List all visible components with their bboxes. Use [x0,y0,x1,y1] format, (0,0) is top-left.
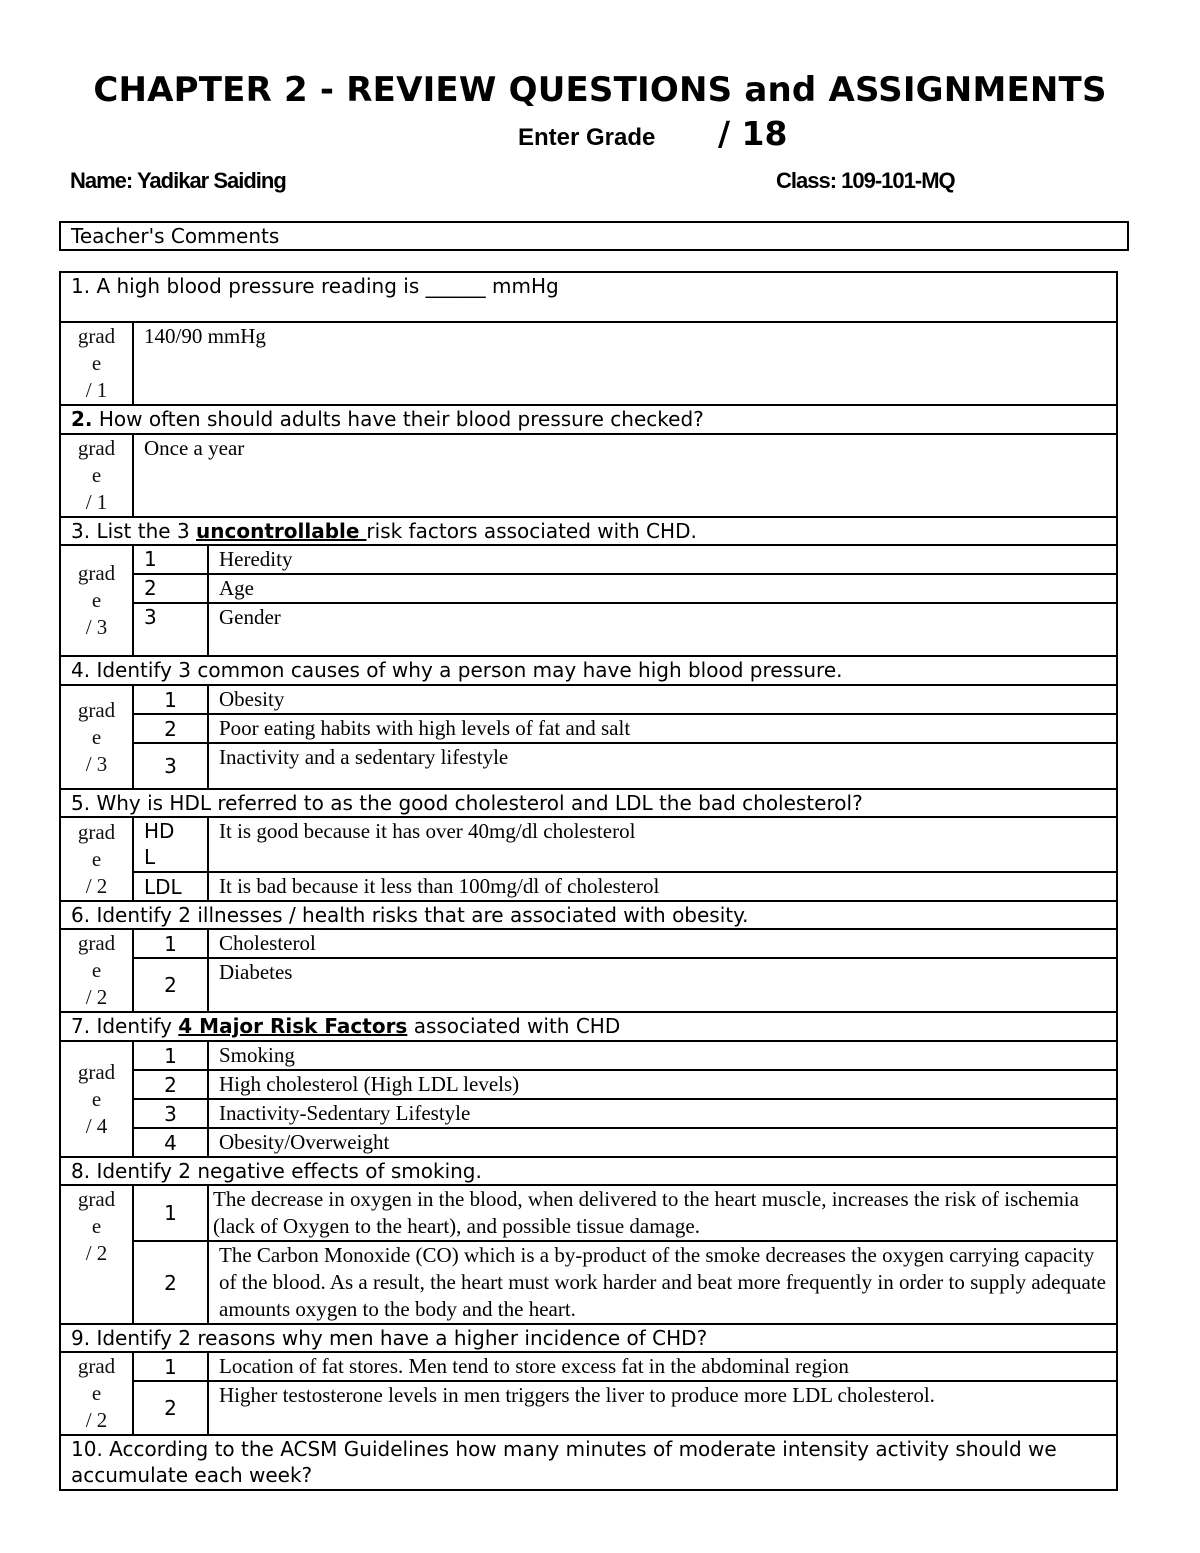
teacher-comments-box[interactable]: Teacher's Comments [59,221,1129,251]
question-9: 9. Identify 2 reasons why men have a higher incidence of CHD? [60,1324,1117,1352]
grade-points: / 2 [85,985,108,1009]
question-3 [60,517,1117,545]
answer-8-2[interactable]: The Carbon Monoxide (CO) which is a by-product of the smoke decreases the oxygen carrying capacity of the blood. As a result, the heart must work harder and beat more frequently in order to supply adequate amounts oxygen to the body and the heart. [208,1241,1117,1324]
question-2 [60,405,1117,434]
total-points: / 18 [718,114,788,153]
answer-row [60,434,1117,517]
answer-9-2[interactable]: Higher testosterone levels in men triggers the liver to produce more LDL cholesterol. [208,1381,1117,1435]
grade-points: / 1 [85,378,108,402]
answer-row [60,574,1117,603]
answer-6-2[interactable]: Diabetes [208,958,1117,1012]
grade-points: / 3 [85,615,108,639]
answer-3-1[interactable]: Heredity [208,545,1117,574]
answer-4-2[interactable]: Poor eating habits with high levels of fat and salt [208,714,1117,743]
answer-row [60,1128,1117,1157]
question-row [60,656,1117,685]
answer-row [60,545,1117,574]
answer-1[interactable]: 140/90 mmHg [133,322,1117,405]
grade-points: / 3 [85,751,108,776]
questions-table [59,271,1118,1491]
item-number: 1 [133,1041,208,1070]
grade-cell[interactable] [60,322,133,405]
grade-word: e [91,463,102,487]
item-number: 2 [133,574,208,603]
item-label-text: HD L [144,819,175,869]
item-label: LDL [133,872,208,901]
grade-cell[interactable] [60,929,133,1012]
question-text: 7. Identify [71,1014,179,1038]
answer-5-hdl[interactable]: It is good because it has over 40mg/dl cholesterol [208,817,1117,872]
grade-word: e [91,958,102,982]
grade-word: e [91,1381,102,1405]
question-row [60,272,1117,322]
question-6: 6. Identify 2 illnesses / health risks that are associated with obesity. [60,901,1117,929]
question-4: 4. Identify 3 common causes of why a person may have high blood pressure. [60,656,1117,685]
answer-3-3[interactable]: Gender [208,603,1117,656]
answer-7-2[interactable]: High cholesterol (High LDL levels) [208,1070,1117,1099]
question-text: 3. List the 3 [71,519,197,543]
question-row [60,1435,1117,1490]
answer-4-1[interactable]: Obesity [208,685,1117,714]
question-1: 1. A high blood pressure reading is ______ mmHg [60,272,1117,322]
grade-word: e [91,351,102,375]
answer-row [60,958,1117,1012]
grade-word: grad [77,931,116,955]
grade-word: grad [77,1059,116,1084]
item-number: 2 [133,1381,208,1435]
grade-word: e [91,588,102,612]
answer-3-2[interactable]: Age [208,574,1117,603]
answer-7-1[interactable]: Smoking [208,1041,1117,1070]
page-title: CHAPTER 2 - REVIEW QUESTIONS and ASSIGNMENTS [93,70,1107,110]
grade-word: e [91,724,102,749]
answer-row [60,685,1117,714]
answer-row [60,1070,1117,1099]
grade-word: grad [77,819,116,844]
question-emphasis: 4 Major Risk Factors [178,1014,408,1038]
question-row [60,405,1117,434]
grade-points: / 2 [85,1408,108,1432]
grade-word: grad [77,436,116,460]
class-code: Class: 109-101-MQ [776,168,955,193]
grade-points: / 4 [85,1113,108,1138]
answer-row [60,1352,1117,1381]
grade-points: / 1 [85,490,108,514]
grade-word: grad [77,1187,116,1211]
answer-row [60,1041,1117,1070]
item-number: 4 [133,1128,208,1157]
item-number: 2 [133,1241,208,1324]
item-number: 2 [133,958,208,1012]
item-number: 1 [133,1185,208,1241]
answer-row [60,322,1117,405]
answer-row [60,817,1117,872]
question-text: How often should adults have their blood pressure checked? [92,407,704,431]
answer-row [60,929,1117,958]
item-number: 3 [133,603,208,656]
question-text: associated with CHD [407,1014,621,1038]
grade-cell[interactable] [60,1352,133,1435]
enter-grade [518,114,787,153]
answer-9-1[interactable]: Location of fat stores. Men tend to store excess fat in the abdominal region [208,1352,1117,1381]
grade-cell[interactable] [60,817,133,901]
item-number: 1 [133,545,208,574]
answer-row [60,872,1117,901]
answer-5-ldl[interactable]: It is bad because it less than 100mg/dl of cholesterol [208,872,1117,901]
question-7 [60,1012,1117,1041]
grade-cell[interactable] [60,545,133,656]
answer-4-3[interactable]: Inactivity and a sedentary lifestyle [208,743,1117,789]
question-row [60,1324,1117,1352]
grade-word: grad [77,561,116,585]
enter-grade-label: Enter Grade [518,124,656,151]
grade-cell[interactable] [60,1041,133,1157]
question-8: 8. Identify 2 negative effects of smoking. [60,1157,1117,1185]
grade-word: grad [77,324,116,348]
item-label [133,817,208,872]
question-row [60,901,1117,929]
answer-row [60,603,1117,656]
item-number: 1 [133,929,208,958]
question-number: 2. [71,407,93,431]
grade-word: e [91,1086,102,1111]
grade-word: grad [77,1354,116,1378]
grade-points: / 2 [85,1241,108,1265]
answer-row [60,714,1117,743]
answer-7-4[interactable]: Obesity/Overweight [208,1128,1117,1157]
answer-row [60,1381,1117,1435]
question-10: 10. According to the ACSM Guidelines how many minutes of moderate intensity activity should we accumulate each week? [60,1435,1117,1490]
item-number: 2 [133,1070,208,1099]
answer-row [60,1241,1117,1324]
question-text: risk factors associated with CHD. [366,519,697,543]
grade-word: grad [77,697,116,722]
item-number: 3 [133,1099,208,1128]
grade-word: e [91,846,102,871]
grade-cell[interactable] [60,1185,133,1324]
item-number: 2 [133,714,208,743]
question-row [60,1157,1117,1185]
answer-row [60,1185,1117,1241]
question-row [60,517,1117,545]
answer-row [60,1099,1117,1128]
answer-7-3[interactable]: Inactivity-Sedentary Lifestyle [208,1099,1117,1128]
grade-word: e [91,1214,102,1238]
answer-6-1[interactable]: Cholesterol [208,929,1117,958]
answer-8-1[interactable]: The decrease in oxygen in the blood, when delivered to the heart muscle, increases the risk of ischemia (lack of Oxygen to the heart), and possible tissue damage. [208,1185,1117,1241]
item-number: 3 [133,743,208,789]
grade-points: / 2 [85,873,108,898]
item-number: 1 [133,1352,208,1381]
question-5: 5. Why is HDL referred to as the good cholesterol and LDL the bad cholesterol? [60,789,1117,817]
answer-2[interactable]: Once a year [133,434,1117,517]
item-number: 1 [133,685,208,714]
grade-cell[interactable] [60,434,133,517]
question-emphasis: uncontrollable [196,519,367,543]
student-name: Name: Yadikar Saiding [70,168,286,193]
question-row [60,789,1117,817]
answer-row [60,743,1117,789]
question-row [60,1012,1117,1041]
grade-cell[interactable] [60,685,133,789]
